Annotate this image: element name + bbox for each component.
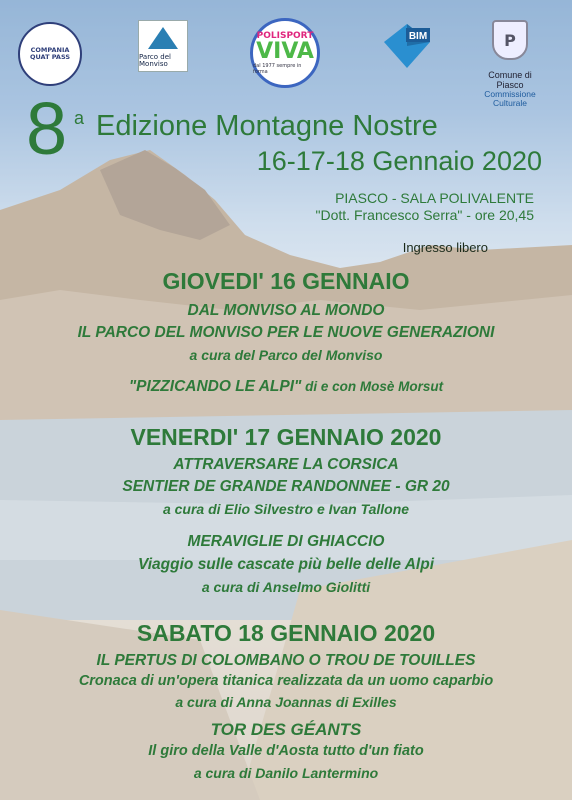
day-3-event-title: IL PERTUS DI COLOMBANO O TROU DE TOUILLES: [96, 652, 476, 669]
polisport-viva-label: VIVA: [256, 39, 314, 64]
edition-number: 8: [26, 87, 68, 170]
comune-sub-1: Commissione: [484, 89, 536, 99]
day-2-event2-subtitle: Viaggio sulle cascate più belle delle Alpi: [137, 556, 435, 573]
venue-line-2: "Dott. Francesco Serra" - ore 20,45: [315, 207, 534, 223]
day-2-event2-curator: a cura di Anselmo Giolitti: [201, 579, 371, 595]
day-1-extra-title: "PIZZICANDO LE ALPI": [128, 378, 302, 395]
day-1-extra-event: [0, 378, 572, 396]
comune-sub-2: Culturale: [492, 97, 528, 108]
day-3-event-subtitle: Cronaca di un'opera titanica realizzata da un uomo caparbio: [78, 673, 494, 689]
day-3-event2-title: TOR DES GÉANTS: [210, 720, 362, 739]
comune-piasco-logo: [480, 20, 540, 108]
parco-label: Parco del Monviso: [139, 53, 171, 68]
crest-icon: P: [492, 20, 528, 60]
polisport-label: POLISPORT: [256, 31, 314, 41]
polisport-subtitle: dal 1977 sempre in forma: [253, 63, 302, 75]
day-1-event-subtitle: IL PARCO DEL MONVISO PER LE NUOVE GENERAZIONI: [77, 324, 495, 341]
day-2-event-title: ATTRAVERSARE LA CORSICA: [173, 456, 399, 473]
day-2-event-subtitle: SENTIER DE GRANDE RANDONNEE - GR 20: [122, 478, 450, 495]
edition-title: Edizione Montagne Nostre: [96, 110, 438, 142]
bim-logo: [382, 22, 432, 70]
svg-text:BIM: BIM: [408, 31, 428, 42]
day-1-title: GIOVEDI' 16 GENNAIO: [162, 268, 410, 294]
day-2-curator: a cura di Elio Silvestro e Ivan Tallone: [162, 501, 410, 517]
day-2-title: VENERDI' 17 GENNAIO 2020: [130, 424, 442, 450]
polisport-viva-logo: [250, 18, 320, 88]
quat-pass-label: COMPANIA QUAT PASS: [29, 45, 71, 61]
quat-pass-logo: [18, 22, 82, 86]
day-3-event2-curator: a cura di Danilo Lantermino: [193, 765, 379, 781]
day-1-extra-credit: di e con Mosè Morsut: [301, 379, 444, 394]
venue-line-1: PIASCO - SALA POLIVALENTE: [335, 190, 534, 206]
mountain-icon: [148, 27, 178, 49]
day-1-event-title: DAL MONVISO AL MONDO: [187, 302, 385, 319]
edition-dates: 16-17-18 Gennaio 2020: [256, 146, 542, 176]
edition-superscript: a: [74, 108, 85, 128]
parco-monviso-logo: [138, 20, 188, 72]
day-2-event2-title: MERAVIGLIE DI GHIACCIO: [187, 533, 385, 550]
entry-note: Ingresso libero: [402, 240, 488, 255]
day-3-event2-subtitle: Il giro della Valle d'Aosta tutto d'un fiato: [148, 743, 424, 759]
day-3-title: SABATO 18 GENNAIO 2020: [136, 620, 436, 646]
day-3-curator: a cura di Anna Joannas di Exilles: [175, 694, 397, 710]
day-1-curator: a cura del Parco del Monviso: [189, 347, 383, 363]
comune-name: Comune di Piasco: [488, 70, 532, 90]
